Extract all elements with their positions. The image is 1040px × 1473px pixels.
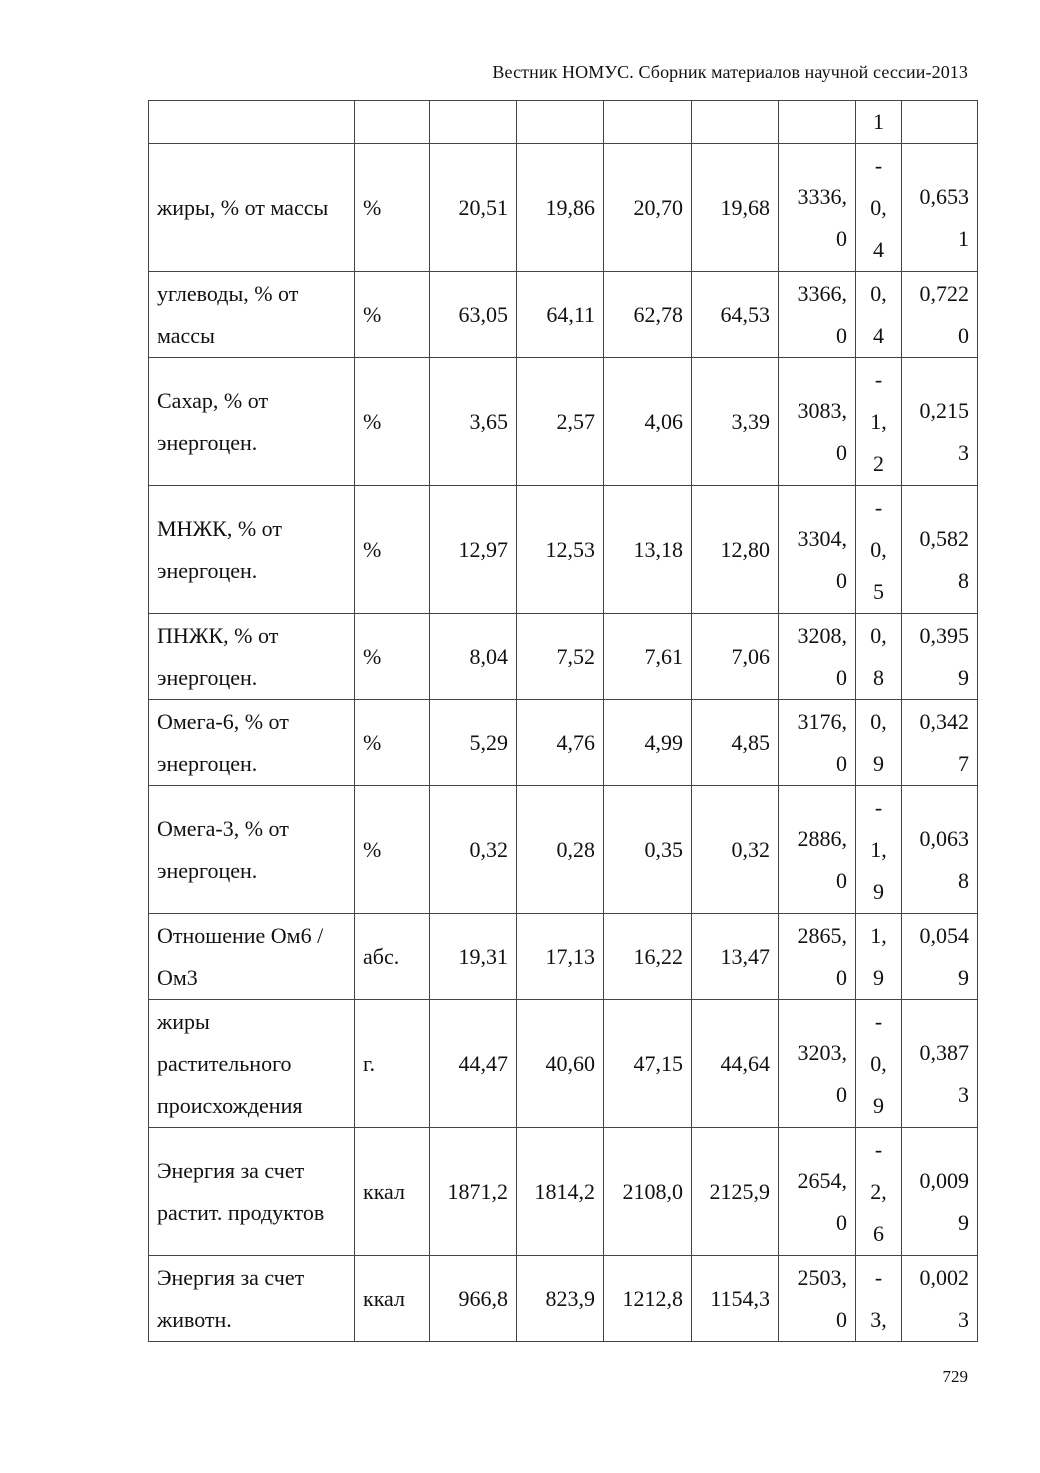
- t-statistic-cell: - 3,: [856, 1256, 902, 1342]
- t-statistic-cell: 0, 4: [856, 272, 902, 358]
- value-cell-2: 1814,2: [517, 1128, 604, 1256]
- table-row: [149, 614, 978, 700]
- page-number: 729: [942, 1367, 968, 1386]
- value-cell-4: 44,64: [692, 1000, 779, 1128]
- unit-cell: %: [355, 358, 430, 486]
- indicator-cell: Сахар, % от энергоцен.: [149, 358, 355, 486]
- u-statistic-cell: 3203, 0: [779, 1000, 856, 1128]
- p-value-cell: 0,063 8: [902, 786, 978, 914]
- t-statistic-cell: 1, 9: [856, 914, 902, 1000]
- t-statistic-cell: - 0, 4: [856, 144, 902, 272]
- u-statistic-cell: 3304, 0: [779, 486, 856, 614]
- results-table: [148, 100, 978, 1342]
- value-cell-3: 20,70: [604, 144, 692, 272]
- value-cell-3: 0,35: [604, 786, 692, 914]
- table-row: [149, 101, 978, 144]
- value-cell-3: 4,99: [604, 700, 692, 786]
- indicator-cell: жиры растительного происхождения: [149, 1000, 355, 1128]
- t-statistic-cell: 0, 9: [856, 700, 902, 786]
- p-value-cell: 0,387 3: [902, 1000, 978, 1128]
- p-value-cell: [902, 101, 978, 144]
- unit-cell: г.: [355, 1000, 430, 1128]
- table-row: [149, 914, 978, 1000]
- t-statistic-cell: - 2, 6: [856, 1128, 902, 1256]
- unit-cell: %: [355, 272, 430, 358]
- u-statistic-cell: 3176, 0: [779, 700, 856, 786]
- value-cell-3: 1212,8: [604, 1256, 692, 1342]
- unit-cell: %: [355, 786, 430, 914]
- value-cell-1: 44,47: [430, 1000, 517, 1128]
- value-cell-3: 2108,0: [604, 1128, 692, 1256]
- value-cell-3: 4,06: [604, 358, 692, 486]
- value-cell-4: 3,39: [692, 358, 779, 486]
- unit-cell: %: [355, 614, 430, 700]
- value-cell-4: [692, 101, 779, 144]
- table-row: [149, 358, 978, 486]
- t-statistic-cell: - 1, 9: [856, 786, 902, 914]
- u-statistic-cell: 3208, 0: [779, 614, 856, 700]
- value-cell-2: 17,13: [517, 914, 604, 1000]
- value-cell-4: 7,06: [692, 614, 779, 700]
- unit-cell: [355, 101, 430, 144]
- t-statistic-cell: 0, 8: [856, 614, 902, 700]
- value-cell-3: [604, 101, 692, 144]
- p-value-cell: 0,342 7: [902, 700, 978, 786]
- unit-cell: ккал: [355, 1256, 430, 1342]
- value-cell-4: 12,80: [692, 486, 779, 614]
- t-statistic-cell: 1: [856, 101, 902, 144]
- value-cell-4: 4,85: [692, 700, 779, 786]
- u-statistic-cell: 2886, 0: [779, 786, 856, 914]
- table-row: [149, 1128, 978, 1256]
- value-cell-2: 40,60: [517, 1000, 604, 1128]
- value-cell-3: 47,15: [604, 1000, 692, 1128]
- value-cell-2: 12,53: [517, 486, 604, 614]
- u-statistic-cell: 3366, 0: [779, 272, 856, 358]
- p-value-cell: 0,054 9: [902, 914, 978, 1000]
- value-cell-3: 16,22: [604, 914, 692, 1000]
- u-statistic-cell: [779, 101, 856, 144]
- value-cell-3: 13,18: [604, 486, 692, 614]
- value-cell-4: 19,68: [692, 144, 779, 272]
- p-value-cell: 0,722 0: [902, 272, 978, 358]
- t-statistic-cell: - 0, 9: [856, 1000, 902, 1128]
- value-cell-4: 13,47: [692, 914, 779, 1000]
- value-cell-3: 7,61: [604, 614, 692, 700]
- value-cell-1: 63,05: [430, 272, 517, 358]
- value-cell-1: 20,51: [430, 144, 517, 272]
- value-cell-1: [430, 101, 517, 144]
- p-value-cell: 0,215 3: [902, 358, 978, 486]
- unit-cell: %: [355, 486, 430, 614]
- table-row: [149, 272, 978, 358]
- u-statistic-cell: 3336, 0: [779, 144, 856, 272]
- t-statistic-cell: - 0, 5: [856, 486, 902, 614]
- value-cell-2: 4,76: [517, 700, 604, 786]
- indicator-cell: ПНЖК, % от энергоцен.: [149, 614, 355, 700]
- table-row: [149, 786, 978, 914]
- table-row: [149, 1256, 978, 1342]
- value-cell-4: 1154,3: [692, 1256, 779, 1342]
- u-statistic-cell: 2503, 0: [779, 1256, 856, 1342]
- unit-cell: ккал: [355, 1128, 430, 1256]
- value-cell-1: 12,97: [430, 486, 517, 614]
- indicator-cell: углеводы, % от массы: [149, 272, 355, 358]
- value-cell-4: 0,32: [692, 786, 779, 914]
- value-cell-2: 64,11: [517, 272, 604, 358]
- value-cell-2: [517, 101, 604, 144]
- u-statistic-cell: 2654, 0: [779, 1128, 856, 1256]
- value-cell-2: 19,86: [517, 144, 604, 272]
- unit-cell: %: [355, 144, 430, 272]
- u-statistic-cell: 2865, 0: [779, 914, 856, 1000]
- indicator-cell: [149, 101, 355, 144]
- table-row: [149, 486, 978, 614]
- p-value-cell: 0,009 9: [902, 1128, 978, 1256]
- t-statistic-cell: - 1, 2: [856, 358, 902, 486]
- value-cell-1: 19,31: [430, 914, 517, 1000]
- indicator-cell: жиры, % от массы: [149, 144, 355, 272]
- p-value-cell: 0,582 8: [902, 486, 978, 614]
- unit-cell: %: [355, 700, 430, 786]
- p-value-cell: 0,002 3: [902, 1256, 978, 1342]
- value-cell-2: 823,9: [517, 1256, 604, 1342]
- value-cell-3: 62,78: [604, 272, 692, 358]
- value-cell-4: 2125,9: [692, 1128, 779, 1256]
- value-cell-1: 1871,2: [430, 1128, 517, 1256]
- unit-cell: абс.: [355, 914, 430, 1000]
- value-cell-4: 64,53: [692, 272, 779, 358]
- indicator-cell: Энергия за счет животн.: [149, 1256, 355, 1342]
- u-statistic-cell: 3083, 0: [779, 358, 856, 486]
- value-cell-2: 0,28: [517, 786, 604, 914]
- indicator-cell: Омега-6, % от энергоцен.: [149, 700, 355, 786]
- indicator-cell: МНЖК, % от энергоцен.: [149, 486, 355, 614]
- value-cell-2: 2,57: [517, 358, 604, 486]
- value-cell-1: 3,65: [430, 358, 517, 486]
- value-cell-1: 5,29: [430, 700, 517, 786]
- journal-header: Вестник НОМУС. Сборник материалов научной сессии-2013: [492, 62, 968, 82]
- value-cell-1: 8,04: [430, 614, 517, 700]
- table-row: [149, 1000, 978, 1128]
- value-cell-1: 966,8: [430, 1256, 517, 1342]
- p-value-cell: 0,395 9: [902, 614, 978, 700]
- value-cell-1: 0,32: [430, 786, 517, 914]
- indicator-cell: Омега-3, % от энергоцен.: [149, 786, 355, 914]
- table-row: [149, 144, 978, 272]
- table-row: [149, 700, 978, 786]
- value-cell-2: 7,52: [517, 614, 604, 700]
- indicator-cell: Отношение Ом6 / Ом3: [149, 914, 355, 1000]
- indicator-cell: Энергия за счет растит. продуктов: [149, 1128, 355, 1256]
- p-value-cell: 0,653 1: [902, 144, 978, 272]
